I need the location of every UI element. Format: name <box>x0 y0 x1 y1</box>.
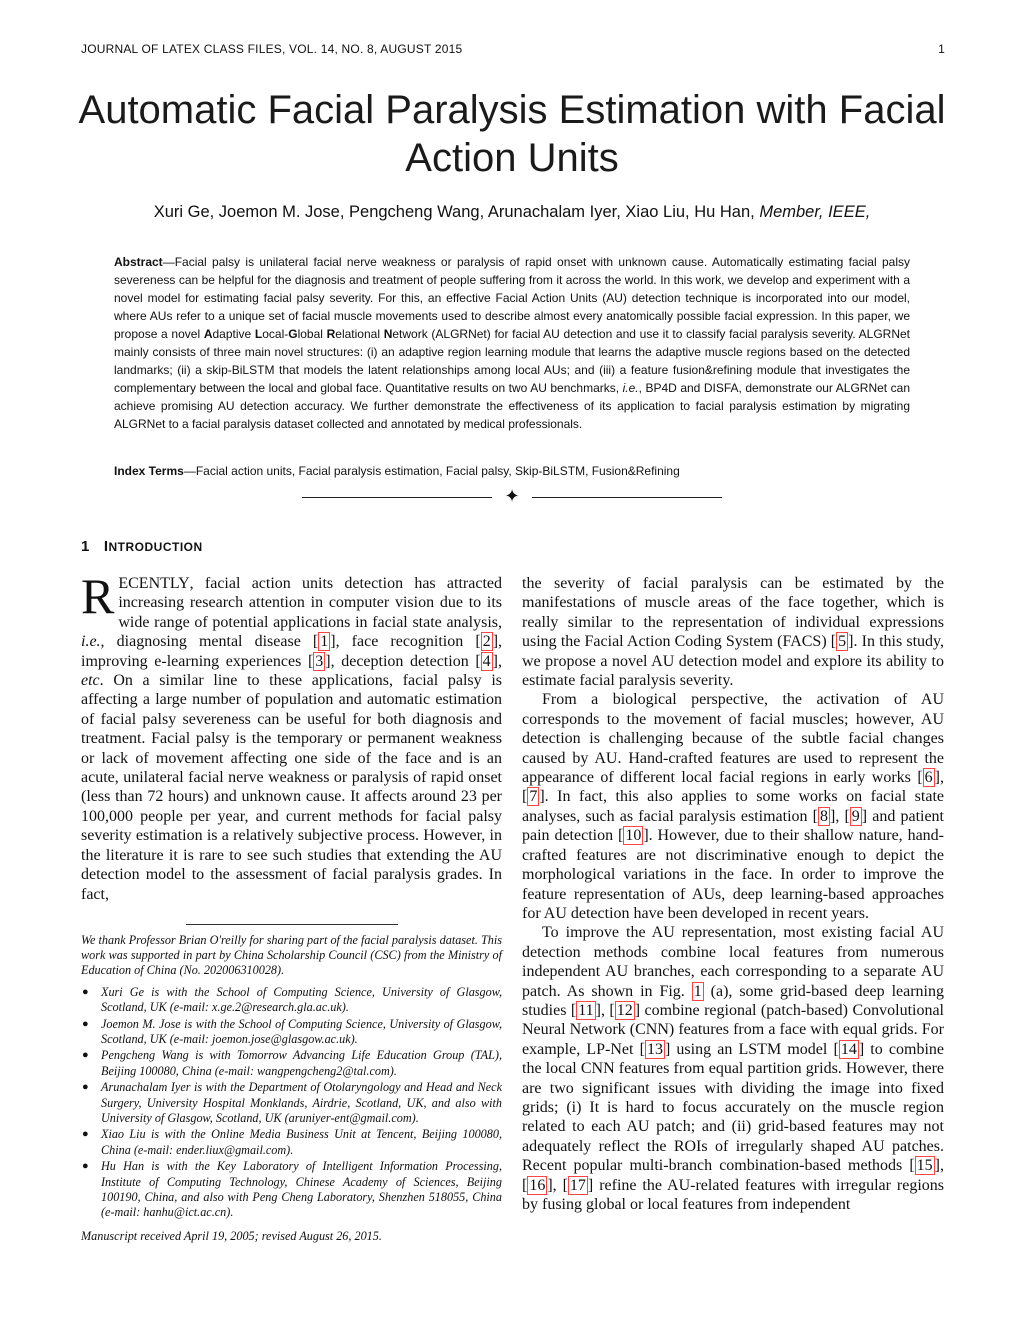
body-text: refine the AU-related features with irregular regions by fusing global or local features from independent <box>522 1176 944 1213</box>
abstract-text: Facial palsy is unilateral facial nerve weakness or paralysis of rapid onset with unknown cause. Automatically estimating facial palsy severeness can be helpful for the diagnosis and treatment of people suffering from it across the world. In this work, we develop and experiment with a novel model for estimating facial palsy severity. For this, an effective Facial Action Units (AU) detection technique is incorporated into our model, where AUs refer to a unique set of facial muscle movements used to describe almost every anatomically possible facial expression. In this paper, we propose a novel <box>114 255 910 341</box>
citation-link[interactable]: 6 <box>924 769 933 787</box>
affiliation-item <box>81 1127 502 1157</box>
body-italic: i.e. <box>81 633 101 651</box>
body-text: From a biological perspective, the activation of AU corresponds to the movement of facial muscles; however, AU detection is challenging because of the subtle facial changes caused by AU. Hand-crafted features are used to represent the appearance of different local facial regions in early works <box>522 691 944 787</box>
figure-link[interactable]: 1 <box>693 982 702 1000</box>
running-header <box>81 42 945 62</box>
body-text: using an LSTM model <box>670 1040 834 1058</box>
body-text: . In fact, this also applies to some works on facial state analyses, such as facial paralysis estimation <box>522 788 944 825</box>
affiliation-item <box>81 985 502 1015</box>
body-text: , <box>835 807 845 825</box>
citation-link[interactable]: 8 <box>820 807 828 825</box>
body-text: to combine the local CNN features from equal partition grids. However, there are two significant issues with dividing the image into fixed grids; (i) It is hard to focus accurately on the muscle region related to each AU patch; and (ii) grid-based features may not adequately reflect the ROIs of irregularly shaped AU patches. Recent popular multi-branch combination-based methods <box>522 1040 944 1175</box>
affiliation-text: Hu Han is with the Key Laboratory of Intelligent Information Processing, Institute of Computing Technology, Chinese Academy of Sciences, Beijing 100190, China, and also with Peng Cheng Laboratory, Shenzhen 518055, China (e-mail: hanhu@ict.ac.cn). <box>101 1159 502 1219</box>
separator-line-right <box>532 497 722 498</box>
acronym-letter: A <box>203 327 213 341</box>
abstract-text: lobal <box>297 327 327 341</box>
abstract-text: ocal- <box>262 327 289 341</box>
bullet-icon: ● <box>82 985 89 998</box>
journal-name: JOURNAL OF LATEX CLASS FILES, VOL. 14, NO. 8, AUGUST 2015 <box>81 42 463 56</box>
body-text: the severity of facial paralysis can be estimated by the manifestations of muscle areas of the face together, which is really similar to the representation of individual expressions using the Facial Action Coding System (FACS) <box>522 575 944 651</box>
citation-link[interactable]: 2 <box>482 633 491 651</box>
bullet-icon: ● <box>82 1049 89 1062</box>
body-text: , <box>940 769 944 787</box>
body-italic: etc <box>81 672 100 690</box>
affiliation-text: Xuri Ge is with the School of Computing Science, University of Glasgow, Scotland, UK (e-mail: x.ge.2@research.gla.ac.uk). <box>101 984 502 1014</box>
body-paragraph: the severity of facial paralysis can be estimated by the manifestations of muscle areas of the face together, which is really similar to the representation of individual expressions using the Facial Action Coding System (FACS) [ 5 ]. In this study, we propose a novel AU detection model and explore its ability to estimate facial paralysis severity. <box>522 575 944 690</box>
author-list <box>40 203 984 222</box>
acronym-letter: R <box>326 327 336 341</box>
affiliation-text: Arunachalam Iyer is with the Department of Otolaryngology and Head and Neck Surgery, University Hospital Monklands, Airdrie, Scotland, UK, and also with University of Glasgow, Scotland, UK (aruniyer-ent@gmail.com). <box>101 1080 502 1125</box>
citation-link[interactable]: 5 <box>838 633 847 651</box>
author-names: Xuri Ge, Joemon M. Jose, Pengcheng Wang, Arunachalam Iyer, Xiao Liu, Hu Han, <box>153 203 755 221</box>
citation-link[interactable]: 3 <box>315 652 324 670</box>
body-text: , improving e-learning experiences <box>81 633 503 670</box>
section-number: 1 <box>81 538 90 555</box>
body-text: . On a similar line to these applications, facial palsy is affecting a large number of population and automatic estimation of facial palsy severeness can be useful for both diagnosis and treatment. Facial palsy is the temporary or permanent weakness or lack of movement affecting one side of the face and is an acute, unilateral facial nerve weakness or paralysis of rapid onset (less than 72 hours) and unknown cause. It affects around 23 per 100,000 people per year, and current methods for facial palsy severity estimation is a relatively subjective process. However, in the literature it is rare to see such studies that extending the AU detection model to the assessment of facial paralysis grades. In fact, <box>81 672 502 903</box>
body-text: , face recognition <box>335 633 476 651</box>
section-heading <box>81 538 203 555</box>
body-text: , <box>552 1176 563 1194</box>
body-paragraph: From a biological perspective, the activation of AU corresponds to the movement of facial muscles; however, AU detection is challenging because of the subtle facial changes caused by AU. Hand-crafted features are used to represent the appearance of different local facial regions in early works [ 6 ], [ 7 ]. In fact, this also applies to some works on facial state analyses, such as facial paralysis estimation [ 8 ], [ 9 ] and patient pain detection [ 10 ]. However, due to their shallow nature, hand-crafted features are not discriminative enough to depict the morphological variations in the face. In order to improve the feature representation of AUs, deep learning-based approaches for AU detection have been developed in recent years. <box>522 691 945 922</box>
citation-link[interactable]: 17 <box>569 1176 586 1194</box>
author-membership: Member, IEEE, <box>759 203 871 221</box>
abstract <box>114 253 910 433</box>
acronym-letter: L <box>254 327 263 341</box>
body-text: , <box>600 1001 610 1019</box>
abstract-ie: i.e. <box>622 381 639 395</box>
body-text: To improve the AU representation, most existing facial AU detection methods combine local features from numerous independent AU branches, each corresponding to a separate AU patch. As shown in Fig. <box>522 924 944 1000</box>
bullet-icon: ● <box>82 1128 89 1141</box>
body-text: and patient pain detection <box>522 807 944 845</box>
citation-link[interactable]: 9 <box>851 807 860 825</box>
citation-link[interactable]: 4 <box>482 652 491 670</box>
affiliation-text: Joemon M. Jose is with the School of Computing Science, University of Glasgow, Scotland, UK (e-mail: joemon.jose@glasgow.ac.uk). <box>101 1016 502 1046</box>
index-terms <box>114 462 910 480</box>
abstract-label: Abstract <box>114 255 163 269</box>
section-title-initial: I <box>103 538 109 555</box>
paper-title: Automatic Facial Paralysis Estimation with Facial Action Units <box>78 88 946 180</box>
index-terms-label: Index Terms <box>114 464 184 478</box>
citation-link[interactable]: 13 <box>646 1040 663 1058</box>
right-column <box>522 574 944 1214</box>
citation-link[interactable]: 14 <box>840 1040 857 1058</box>
intro-paragraph: RECENTLY, facial action units detection has attracted increasing research attention in computer vision due to its wide range of potential applications in facial state analysis, i.e., diagnosing mental disease [ 1 ], face recognition [ 2 ], improving e-learning experiences [ 3 ], deception detection [ 4 ], etc. On a similar line to these applications, facial palsy is affecting a large number of population and automatic estimation of facial palsy severeness can be useful for both diagnosis and treatment. Facial palsy is the temporary or permanent weakness or lack of movement affecting one side of the face and is an acute, unilateral facial nerve weakness or paralysis of rapid onset (less than 72 hours) and unknown cause. It affects around 23 per 100,000 people per year, and current methods for facial palsy severity estimation is a relatively subjective process. However, in the literature it is rare to see such studies that extending the AU detection model to the assessment of facial paralysis grades. In fact, <box>81 568 503 903</box>
abstract-text: etwork (ALGRNet) for facial AU detection and use it to classify facial paralysis severity. ALGRNet mainly consists of three main novel structures: (i) an adaptive region learning module that learns the adaptive muscle regions based on the detected landmarks; (ii) a skip-BiLSTM that models the latent relationships among local AUs; and (iii) a feature fusion&refining module that investigates the complementary between the local and global face. Quantitative results on two AU benchmarks, <box>114 327 911 395</box>
citation-link[interactable]: 7 <box>529 788 538 806</box>
body-text: combine regional (patch-based) Convolutional Neural Network (CNN) features from a face with equal grids. For example, LP-Net <box>522 1001 945 1058</box>
citation-link[interactable]: 12 <box>616 1001 633 1019</box>
acronym-letter: N <box>383 327 393 341</box>
abstract-text: , BP4D and DISFA, demonstrate our ALGRNet can achieve promising AU detection accuracy. We further demonstrate the effectiveness of its application to facial paralysis estimation by migrating ALGRNet to a facial paralysis dataset collected and annotated by medical professionals. <box>114 381 910 431</box>
manuscript-dates: Manuscript received April 19, 2005; revised August 26, 2015. <box>81 1229 382 1244</box>
acknowledgement: We thank Professor Brian O'reilly for sharing part of the facial paralysis dataset. This work was supported in part by China Scholarship Council (CSC) from the Ministry of Education of China (No. 202006310028). <box>81 933 502 978</box>
body-text: , deception detection <box>330 652 476 670</box>
citation-link[interactable]: 15 <box>916 1157 933 1175</box>
affiliation-item <box>81 1159 502 1220</box>
body-text: , diagnosing mental disease <box>100 633 313 651</box>
affiliation-text: Xiao Liu is with the Online Media Business Unit at Tencent, Beijing 100080, China (e-mail: ender.liux@gmail.com). <box>101 1127 502 1157</box>
citation-link[interactable]: 11 <box>578 1001 594 1019</box>
body-text: , <box>940 1157 944 1175</box>
abstract-text: elational <box>335 327 384 341</box>
affiliation-list <box>81 985 502 1221</box>
bullet-icon: ● <box>82 1160 89 1173</box>
acronym-letter: G <box>288 327 298 341</box>
body-text: . In this study, we propose a novel AU detection model and explore its ability to estimate facial paralysis severity. <box>522 633 944 690</box>
affiliation-item <box>81 1017 502 1047</box>
affiliation-item <box>81 1080 502 1126</box>
body-text: , <box>498 652 502 670</box>
separator-line-left <box>302 497 492 498</box>
bullet-icon: ● <box>82 1017 89 1030</box>
drop-cap: R <box>81 568 115 624</box>
body-paragraph: To improve the AU representation, most existing facial AU detection methods combine local features from numerous independent AU branches, each corresponding to a separate AU patch. As shown in Fig. 1 (a), some grid-based deep learning studies [ 11 ], [ 12 ] combine regional (patch-based) Convolutional Neural Network (CNN) features from a face with equal grids. For example, LP-Net [ 13 ] using an LSTM model [ 14 ] to combine the local CNN features from equal partition grids. However, there are two significant issues with dividing the image into fixed grids; (i) It is hard to focus accurately on the muscle region related to each AU patch; and (ii) grid-based features may not adequately reflect the ROIs of irregularly shaped AU patches. Recent popular multi-branch combination-based methods [ 15 ], [ 16 ], [ 17 ] refine the AU-related features with irregular regions by fusing global or local features from independent <box>522 924 945 1213</box>
page-number: 1 <box>938 42 945 56</box>
small-caps-word: ECENTLY <box>118 575 190 592</box>
footnote-rule <box>186 924 398 925</box>
affiliation-item <box>81 1048 502 1078</box>
left-column <box>81 568 503 904</box>
body-text: (a), some grid-based deep learning studies <box>522 982 945 1019</box>
citation-link[interactable]: 10 <box>625 827 642 845</box>
citation-link[interactable]: 16 <box>529 1176 546 1194</box>
separator-star-icon: ✦ <box>504 486 520 506</box>
abstract-text: daptive <box>212 327 255 341</box>
footnotes <box>81 933 502 1244</box>
index-terms-text: —Facial action units, Facial paralysis estimation, Facial palsy, Skip-BiLSTM, Fusion&Refining <box>183 464 680 478</box>
body-text: . However, due to their shallow nature, hand-crafted features are not discriminative enough to depict the morphological variations in the face. In order to improve the feature representation of AUs, deep learning-based approaches for AU detection have been developed in recent years. <box>522 827 945 922</box>
abstract-dash: — <box>162 255 175 269</box>
body-text: , facial action units detection has attracted increasing research attention in computer vision due to its wide range of potential applications in facial state analysis, <box>118 575 502 631</box>
citation-link[interactable]: 1 <box>320 633 329 651</box>
bullet-icon: ● <box>82 1081 89 1094</box>
affiliation-text: Pengcheng Wang is with Tomorrow Advancing Life Education Group (TAL), Beijing 100080, China (e-mail: wangpengcheng2@tal.com). <box>101 1048 502 1078</box>
section-title-rest: NTRODUCTION <box>108 540 203 554</box>
